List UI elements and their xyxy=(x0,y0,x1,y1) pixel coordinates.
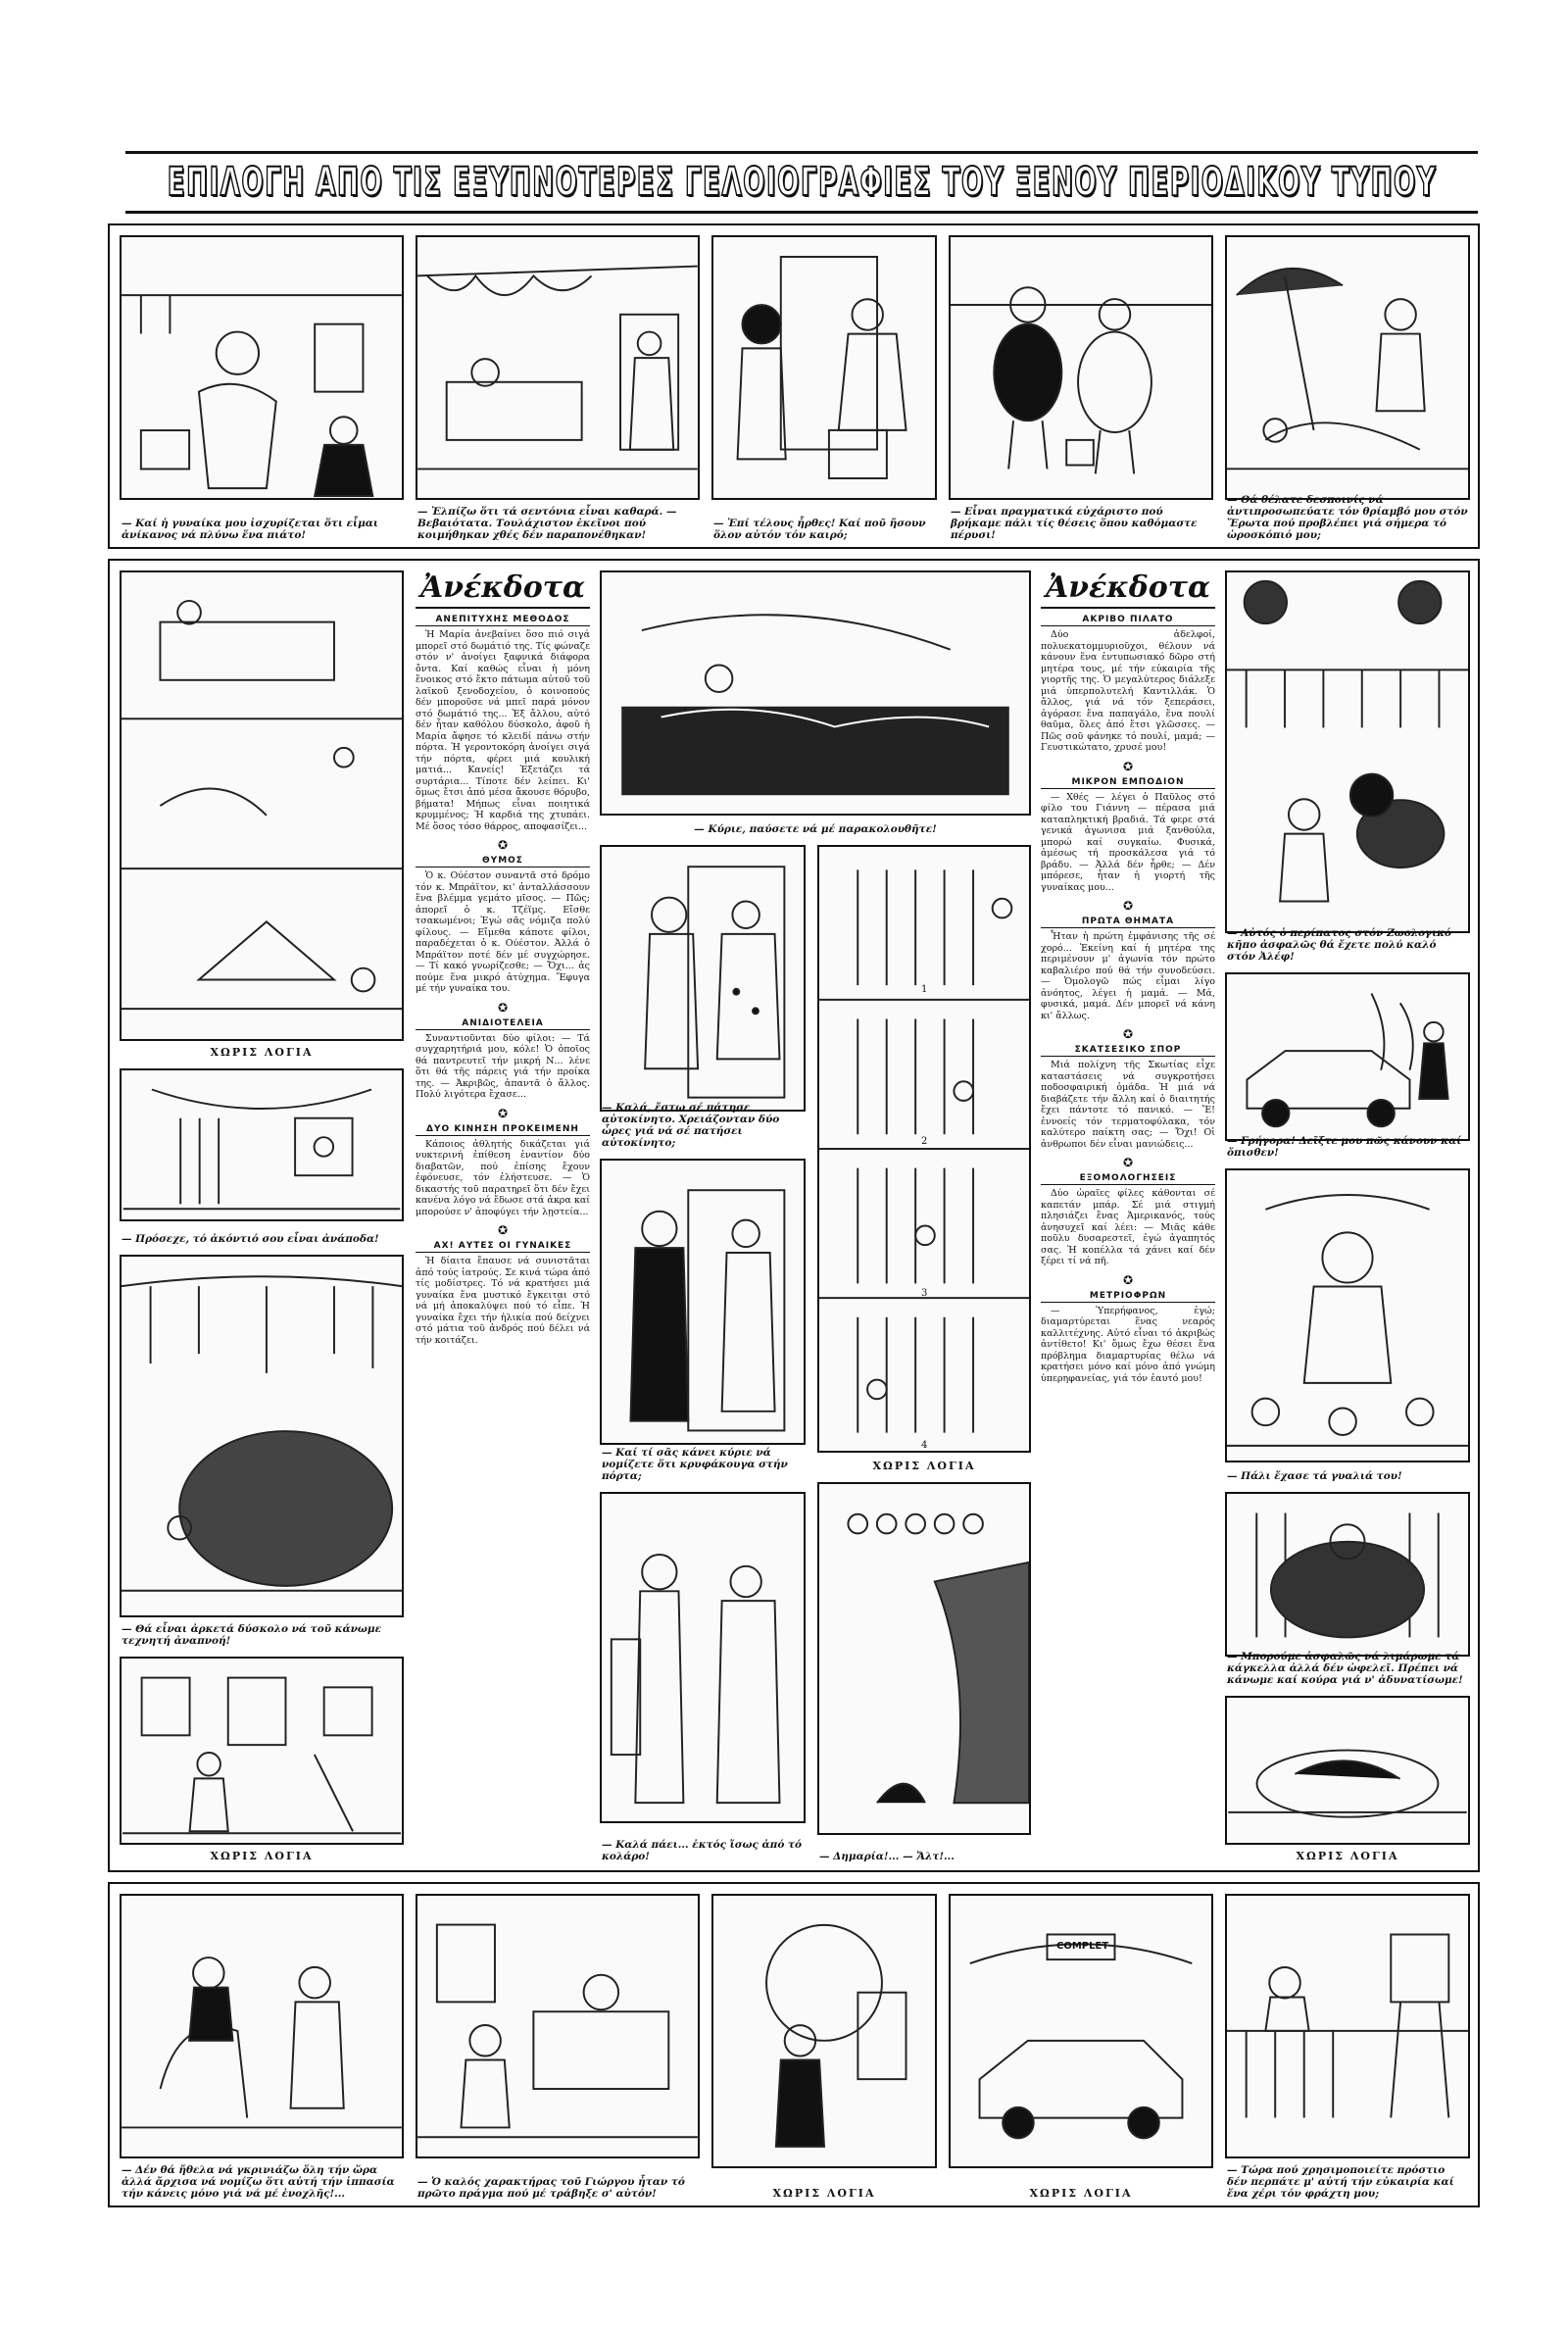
cartoon-caption: — Τώρα πού χρησιμοποιείτε πρόστιο δέν περπάτε μ' αὐτή τήν εὐκαιρία καί ἕνα χέρι τόν φράχτη μου; xyxy=(1227,2164,1454,2200)
cartoon-illustration xyxy=(1225,1168,1470,1462)
cartoon-bottom-3 xyxy=(711,1894,937,2200)
cartoon-caption: ΧΩΡΙΣ ΛΟΓΙΑ xyxy=(1029,2187,1133,2200)
cartoon-right-4 xyxy=(1225,1492,1470,1686)
anecdote-heading: ΑΚΡΙΒΟ ΠΙΛΑΤΟ xyxy=(1041,615,1215,626)
cartoon-illustration xyxy=(120,1068,404,1221)
cartoon-bottom-2 xyxy=(416,1894,700,2200)
cartoon-illustration xyxy=(817,1482,1031,1835)
cartoon-caption: — Καλά, ἔστω σέ πάτησε αὐτοκίνητο. Χρειάζονταν δύο ὧρες γιά νά σέ πατήσει αὐτοκίνητο; xyxy=(602,1102,780,1149)
anecdote-text: Ἦταν ἡ πρώτη ἐμφάνισης τῆς σέ χορό... Ἐκείνη καί ἡ μητέρα της περιμένουν μ' ἀγωνία τόν πρώτο καβαλιέρο πού θά τήν συνοδεύσει. — Ὁμολογῶ πώς εἶμαι λίγο ἀνόητος, λέγει ἡ μαμά. — Μά, φυσικά, μαμά. Δέν μπορεῖ νά κάνη κι' ἄλλως. xyxy=(1041,931,1215,1021)
cartoon-right-3 xyxy=(1225,1168,1470,1482)
cartoon-caption: — Γρήγορα! Δεῖξτε μου πῶς κάνουν καί ὄπισθεν! xyxy=(1227,1135,1462,1159)
anecdote-heading: ΕΞΟΜΟΛΟΓΗΣΕΙΣ xyxy=(1041,1173,1215,1185)
cartoon-center-3 xyxy=(600,1492,806,1862)
star-divider-icon: ✪ xyxy=(1122,1272,1134,1287)
star-divider-icon: ✪ xyxy=(1122,1027,1134,1041)
cartoon-top-4 xyxy=(949,235,1213,541)
panel-number: 4 xyxy=(921,1440,928,1451)
headline-text: ΕΠΙΛΟΓΗ ΑΠΟ ΤΙΣ ΕΞΥΠΝΟΤΕΡΕΣ ΓΕΛΟΙΟΓΡΑΦΙΕΣ ΤΟΥ ΞΕΝΟΥ ΠΕΡΙΟΔΙΚΟΥ ΤΥΠΟΥ xyxy=(167,160,1437,205)
anecdote-text: Μιά πολίχνη τῆς Σκωτίας εἶχε καταστάσεις νά συγκροτήσει ποδοσφαιρική ὁμάδα. Ἡ μιά νά διαβάζετε τήν ἄλλη καί ὁ διαιτητής ἔχει πάντοτε τό πανικό. — Ἔ! ἐννοείς τόν τερματοφύλακα, τόν καλύτερο παίκτη σας; — Ὄχι! Οἱ ἀνθρωποι δέν εἶναι μανιώδεις... xyxy=(1041,1060,1215,1150)
cartoon-illustration xyxy=(949,1894,1213,2168)
anecdote-text: — Ὑπερήφανος, ἐγώ; διαμαρτύρεται ἕνας νεαρός καλλιτέχνης. Αὐτό εἶναι τό ἀκριβώς ἀντίθετο! Κι' ὅμως ἔχω θέσει ἕνα πρόβλημα διαμαρτυρίας θέλω νά κρατήσει μόνο καί μόνο ἀπό γνώμη ὑπερηφανείας, γιά τόν ἐαυτό μου! xyxy=(1041,1305,1215,1384)
cartoon-caption: — Δέν θά ἤθελα νά γκρινιάζω ὅλη τήν ὥρα ἀλλά ἄρχισα νά νομίζω ὅτι αὐτή τήν ἱππασία τήν κάνεις μόνο γιά νά μέ ἐνοχλῆς!... xyxy=(122,2164,395,2200)
cartoon-bottom-5 xyxy=(1225,1894,1470,2200)
cartoon-caption: ΧΩΡΙΣ ΛΟΓΙΑ xyxy=(210,1850,314,1862)
anecdote-heading: ΘΥΜΟΣ xyxy=(416,856,590,867)
anecdote-heading: ΑΝΙΔΙΟΤΕΛΕΙΑ xyxy=(416,1018,590,1030)
cartoon-caption: — Πάλι ἔχασε τά γυαλιά του! xyxy=(1227,1470,1402,1482)
anecdote xyxy=(1041,1045,1215,1150)
anecdote-heading: ΜΙΚΡΟΝ ΕΜΠΟΔΙΟΝ xyxy=(1041,777,1215,789)
anecdote-text: Συναντιοῦνται δύο φίλοι: — Τά συγχαρητήριά μου, κόλε! Ὁ ὁποῖος θά παντρευτεῖ τήν μικρή Ν... λένε ὅτι θά τῆς πάρεις γιά τήν προίκα της. — Ἀκριβῶς, ἀπαντᾶ ὁ ἄλλος. Πολύ λιγότερα ἔχασε... xyxy=(416,1032,590,1100)
cartoon-top-5 xyxy=(1225,235,1470,541)
panel-number: 3 xyxy=(921,1288,928,1299)
cartoon-illustration xyxy=(120,1657,404,1845)
anecdote xyxy=(416,615,590,832)
cartoon-caption: — Μπορούμε ἀσφαλῶς νά λιμάρωμε τά κάγκελλα ἀλλά δέν ὠφελεῖ. Πρέπει νά κάνωμε καί κούρα γιά ν' ἀδυνατίσωμε! xyxy=(1227,1651,1463,1686)
cartoon-caption: ΧΩΡΙΣ ΛΟΓΙΑ xyxy=(772,2187,876,2200)
cartoon-illustration xyxy=(1225,1894,1470,2158)
anecdote xyxy=(1041,1173,1215,1267)
cartoon-caption: — Αὐτός ὁ περίπατος στόν Ζωολογικό κῆπο ἀσφαλῶς θά ἔχετε πολύ καλό στόν Ἀλέφ! xyxy=(1227,927,1452,963)
star-divider-icon: ✪ xyxy=(497,1000,509,1015)
cartoon-caption: — Κύριε, παύσετε νά μέ παρακολουθῆτε! xyxy=(694,823,937,835)
cartoon-illustration xyxy=(600,1492,806,1823)
anecdotes-title: Ἀνέκδοτα xyxy=(416,570,590,609)
cartoon-illustration xyxy=(949,235,1213,500)
cartoon-illustration xyxy=(817,845,1031,1453)
star-divider-icon: ✪ xyxy=(1122,1156,1134,1169)
cartoon-top-1 xyxy=(120,235,404,541)
panel-number: 2 xyxy=(921,1136,928,1147)
star-divider-icon: ✪ xyxy=(497,838,509,852)
cartoon-caption: — Ἐλπίζω ὅτι τά σεντόνια εἶναι καθαρά. — Βεβαιότατα. Τουλάχιστον ἐκεῖνοι πού κοιμήθηκαν χθές δέν παραπονέθηκαν! xyxy=(417,506,677,541)
star-divider-icon: ✪ xyxy=(1122,899,1134,913)
cartoon-bottom-4 xyxy=(949,1894,1213,2200)
anecdote-heading: ΠΡΩΤΑ ΘΗΜΑΤΑ xyxy=(1041,917,1215,928)
cartoon-bottom-1 xyxy=(120,1894,404,2200)
cartoon-center-4 xyxy=(817,1482,1031,1862)
cartoon-caption: ΧΩΡΙΣ ΛΟΓΙΑ xyxy=(872,1460,976,1472)
anecdote-text: Ἡ Μαρία ἀνεβαίνει ὅσο πιό σιγά μπορεῖ στό δωμάτιό της. Τίς φώναζε στόν ν' ἀνοίγει ξαφνικά διάφορα ὄντα. Καί καθώς εἶναι ἡ μόνη ἔνοικος στό ἔκτο πάτωμα αὐτοῦ τοῦ λαϊκοῦ ξενοδοχείου, ὁ κοινοπούς δέν μποροῦσε νά μπεῖ παρά μόνον στό δωμάτιό της... Ἐξ ἄλλου, αὐτό δέν ἦταν καθόλου δύσκολο, ἀφοῦ ἡ Μαρία ἄφησε τό κλειδί πάνω στήν πόρτα. Ἡ γεροντοκόρη ἀνοίγει σιγά τήν πόρτα, φέρει μιά κουλική ματιά... Κανείς! Ἐξετάζει τά συρτάρια... Τίποτε δέν λείπει. Κι' ὅμως ἔτσι ἀπό μέσα ἄκουσε θόρυβο, βήματα! Μήπως εἶναι ποιητικά κρυμμένος; Ἡ καρδιά της χτυπάει. Μέ ὅσος τόσο θάρρος, αποφασίζει... xyxy=(416,629,590,832)
cartoon-center-1 xyxy=(600,845,806,1149)
sign-label: COMPLET xyxy=(1056,1941,1109,1952)
cartoon-caption: — Καί τί σᾶς κάνει κύριε νά νομίζετε ὅτι κρυφάκουγα στήν πόρτα; xyxy=(602,1447,788,1482)
cartoon-caption: ΧΩΡΙΣ ΛΟΓΙΑ xyxy=(1296,1850,1399,1862)
cartoon-illustration xyxy=(600,570,1031,816)
cartoon-right-2 xyxy=(1225,972,1470,1159)
cartoon-caption: — Δημαρία!... — Ἄλτ!... xyxy=(819,1851,955,1862)
cartoon-illustration xyxy=(1225,1492,1470,1657)
anecdotes-title: Ἀνέκδοτα xyxy=(1041,570,1215,609)
cartoon-top-3 xyxy=(711,235,937,541)
cartoon-center-wide xyxy=(600,570,1031,835)
cartoon-illustration xyxy=(1225,972,1470,1141)
cartoon-right-5 xyxy=(1225,1696,1470,1862)
cartoon-caption: — Καί ἡ γυναίκα μου ἰσχυρίζεται ὅτι εἶμαι ἀνίκανος νά πλύνω ἕνα πιάτο! xyxy=(122,518,378,541)
anecdotes-column-left xyxy=(416,570,590,1862)
cartoon-illustration xyxy=(416,1894,700,2158)
panel-number: 1 xyxy=(921,984,928,995)
cartoon-caption: — Θά εἶναι ἀρκετά δύσκολο νά τοῦ κάνωμε τεχνητή ἀναπνοή! xyxy=(122,1623,381,1647)
anecdotes-column-right xyxy=(1041,570,1215,1862)
cartoon-illustration xyxy=(711,235,937,500)
anecdote-text: Κάποιος ἀθλητής δικάζεται γιά νυκτερινή ἐπίθεση ἐναντίον δύο διαβατῶν, πού ἐπίσης ἔχουν ἐφόνευσε, τόν ἐλήστευσε. — Ὁ δικαστής τοῦ παρατηρεῖ ὅτι δέν ἔχει κανένα λόγο νά ἔδωσε στά ἀκρα καί μπορούσε ν' ἀποφύγει τήν λῃστεία... xyxy=(416,1138,590,1217)
cartoon-illustration xyxy=(120,1894,404,2158)
cartoon-illustration xyxy=(600,845,806,1112)
anecdote-text: Δύο ἀδελφοί, πολυεκατομμυριοῦχοι, θέλουν νά κάνουν ἕνα ἐντυπωσιακό δῶρο στή μητέρα τους, μέ τήν εὐκαιρία τῆς γιορτῆς της. Ὁ μεγαλύτερος διάλεξε μιά ὑπερπολυτελή Καντιλλάκ. Ὁ ἄλλος, γιά νά τόν ξεπεράσει, ἀγόρασε ἕνα παπαγάλο, ἕνα πουλί θαῦμα, ὅλες ἀπό ἔτσι γλῶσσες. — Πῶς σοῦ φάνηκε τό πουλί, μαμά; — Γευστικώτατο, χρυσέ μου! xyxy=(1041,629,1215,753)
anecdote-heading: ΣΚΑΤΣΕΣΙΚΟ ΣΠΟΡ xyxy=(1041,1045,1215,1057)
anecdote xyxy=(1041,1291,1215,1385)
cartoon-top-2 xyxy=(416,235,700,541)
anecdote-heading: ΜΕΤΡΙΟΦΡΩΝ xyxy=(1041,1291,1215,1303)
cartoon-caption: — Καλά πάει... ἐκτός ἴσως ἀπό τό κολάρο! xyxy=(602,1839,803,1862)
cartoon-caption: — Εἶναι πραγματικά εὐχάριστο πού βρήκαμε πάλι τίς θέσεις ὅπου καθόμαστε πέρυσι! xyxy=(951,506,1198,541)
anecdote xyxy=(1041,777,1215,894)
cartoon-illustration xyxy=(600,1159,806,1445)
anecdote-heading: ΔΥΟ ΚΙΝΗΣΗ ΠΡΟΚΕΙΜΕΝΗ xyxy=(416,1124,590,1136)
anecdote-text: — Χθές — λέγει ὁ Παῦλος στό φίλο του Γιάννη — πέρασα μιά καταπληκτική βραδιά. Τά φερε στά γενικά ἀγωνισα μιά ξανθούλα, μπορώ καί συγκαίω. Φυσικά, ἀμέσως τή προσκάλεσα γιά τό βράδυ. — Ἀλλά δέν ἦρθε; — Δέν μπόρεσε, ἦταν ἡ γιορτή τῆς γυναίκας μου... xyxy=(1041,791,1215,893)
cartoon-illustration xyxy=(120,570,404,1041)
cartoon-illustration xyxy=(1225,1696,1470,1845)
anecdote xyxy=(416,1124,590,1218)
anecdote-text: Ὁ κ. Ούέστον συναντᾶ στό δρόμο τόν κ. Μπράϊτον, κι' ἀνταλλάσσουν ἕνα βλέμμα γεμάτο μῖσος. — Πῶς; ἀπορεῖ ὁ κ. Τζέϊμς. Εἴσθε τσακωμένοι; Ἐγώ σᾶς νόμιζα πολύ φίλους. — Εἴμεθα κάποτε φίλοι, παραδέχεται ὁ κ. Ούέστον. Ἀλλά ὁ Μπράϊτον ποτέ δέν μέ συγχώρησε. — Τί κακό γνωρίζεσθε; — Ὄχι... ἀς πούμε ἕνα μικρό ἀτύχημα. Ἔφυγα μέ τήν γυναίκα του. xyxy=(416,870,590,994)
cartoon-caption: — Θά θέλατε δεσποινίς νά ἀντιπροσωπεύατε τόν θρίαμβό μου στόν Ἔρωτα πού προβλέπει γιά σήμερα τό ὡροσκόπιό μου; xyxy=(1227,494,1468,541)
cartoon-illustration xyxy=(120,235,404,500)
cartoon-illustration xyxy=(711,1894,937,2168)
anecdote-text: Δύο ὡραῖες φίλες κάθονται σέ καπετάν μπάρ. Σέ μιά στιγμή πλησιάζει ἕνας Ἀμερικανός, τούς ἀνησυχεῖ καί λέει: — Μιᾶς κάθε ποῦλυ δυσαρεστεῖ, ἐγώ ἀγαπητός σας. Ἡ κοπέλλα τά χάνει καί δέν ξέρει τί νά πῆ. xyxy=(1041,1188,1215,1266)
star-divider-icon: ✪ xyxy=(497,1106,509,1120)
cartoon-caption: ΧΩΡΙΣ ΛΟΓΙΑ xyxy=(210,1046,314,1059)
anecdote-text: Ἡ δίαιτα ἔπαυσε νά συνιστᾶται ἀπό τούς ἰατρούς. Σε κινά τώρα ἀπό τίς μοδίστρες. Τό νά κρατήσει μιά γυναίκα ἕνα μυστικό ἔγκειται στό νά μή ἀποκαλύψει πού τό εἶπε. Ἡ γυναίκα ἔχει τήν ἡλικία πού δείχνει στό μάτια τοῦ ἀνδρός πού δέλει νά τήν κοιτάζει. xyxy=(416,1256,590,1346)
star-divider-icon: ✪ xyxy=(1122,759,1134,773)
cartoon-illustration xyxy=(416,235,700,500)
anecdote xyxy=(1041,615,1215,754)
anecdote xyxy=(416,1241,590,1346)
cartoon-illustration xyxy=(1225,570,1470,933)
cartoon-left-1 xyxy=(120,570,404,1059)
anecdote-heading: ΑΝΕΠΙΤΥΧΗΣ ΜΕΘΟΔΟΣ xyxy=(416,615,590,626)
cartoon-illustration xyxy=(120,1255,404,1617)
star-divider-icon: ✪ xyxy=(497,1223,509,1237)
cartoon-left-2 xyxy=(120,1068,404,1245)
cartoon-caption: — Πρόσεχε, τό ἀκόντιό σου εἶναι ἀνάποδα! xyxy=(122,1233,379,1245)
anecdote xyxy=(1041,917,1215,1021)
cartoon-left-3 xyxy=(120,1255,404,1647)
cartoon-right-1 xyxy=(1225,570,1470,963)
anecdote xyxy=(416,1018,590,1101)
cartoon-left-4 xyxy=(120,1657,404,1862)
cartoon-caption: — Ὁ καλός χαρακτήρας τοῦ Γιώργου ἦταν τό πρῶτο πράγμα πού μέ τράβηξε σ' αὐτόν! xyxy=(417,2176,685,2200)
cartoon-center-2 xyxy=(600,1159,806,1482)
cartoon-illustration xyxy=(1225,235,1470,500)
cartoon-center-sequence xyxy=(817,845,1031,1472)
anecdote xyxy=(416,856,590,995)
cartoon-caption: — Ἐπί τέλους ἦρθες! Καί ποῦ ἤσουν ὅλον αὐτόν τόν καιρό; xyxy=(713,518,926,541)
anecdote-heading: ΑΧ! ΑΥΤΕΣ ΟΙ ΓΥΝΑΙΚΕΣ xyxy=(416,1241,590,1253)
page-headline xyxy=(125,151,1478,214)
